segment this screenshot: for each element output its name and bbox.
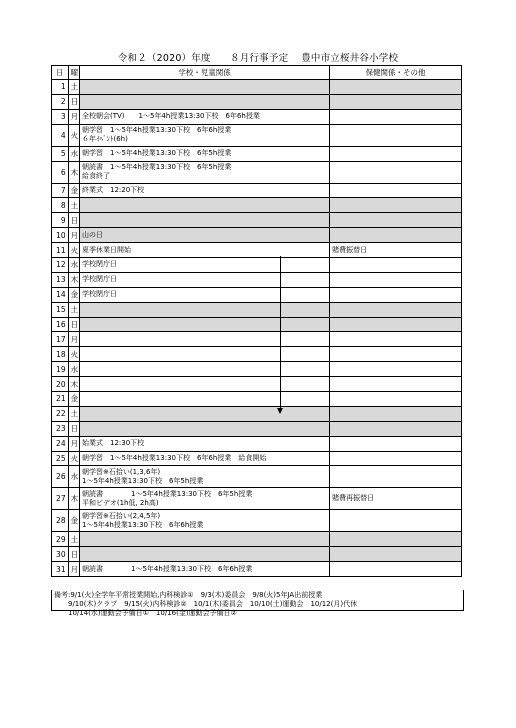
table-row bbox=[52, 109, 462, 124]
table-row bbox=[52, 547, 462, 562]
day-cell: 14 bbox=[52, 287, 69, 302]
day-cell: 22 bbox=[52, 406, 69, 421]
weekday-cell: 月 bbox=[68, 332, 79, 347]
other-cell bbox=[330, 228, 462, 243]
weekday-cell: 火 bbox=[68, 124, 79, 146]
school-cell: 全校朝会(TV) 1～5年4h授業13:30下校 6年6h授業 bbox=[80, 109, 330, 124]
table-row bbox=[52, 377, 462, 392]
day-cell: 2 bbox=[52, 94, 69, 109]
page-title: 令和２（2020）年度 ８月行事予定 豊中市立桜井谷小学校 bbox=[117, 53, 399, 64]
weekday-cell: 日 bbox=[68, 94, 79, 109]
other-cell bbox=[330, 183, 462, 198]
other-cell bbox=[330, 198, 462, 213]
table-row bbox=[52, 332, 462, 347]
weekday-cell: 土 bbox=[68, 302, 79, 317]
school-cell bbox=[80, 198, 330, 213]
table-row bbox=[52, 488, 462, 510]
other-cell bbox=[330, 421, 462, 436]
header-day: 日 bbox=[52, 66, 69, 80]
schedule-table bbox=[51, 65, 462, 577]
day-cell: 30 bbox=[52, 547, 69, 562]
day-cell: 18 bbox=[52, 347, 69, 362]
table-row bbox=[52, 451, 462, 466]
school-cell bbox=[80, 213, 330, 228]
other-cell bbox=[330, 287, 462, 302]
table-row bbox=[52, 80, 462, 95]
schedule-body bbox=[52, 80, 462, 577]
school-cell bbox=[80, 392, 330, 407]
table-row bbox=[52, 161, 462, 183]
table-row bbox=[52, 183, 462, 198]
day-cell: 17 bbox=[52, 332, 69, 347]
school-cell bbox=[80, 532, 330, 547]
other-cell bbox=[330, 109, 462, 124]
school-cell bbox=[80, 317, 330, 332]
school-cell: 学校閉庁日 bbox=[80, 287, 330, 302]
other-cell bbox=[330, 213, 462, 228]
table-row bbox=[52, 466, 462, 488]
other-cell bbox=[330, 547, 462, 562]
other-cell: 賭費振替日 bbox=[330, 243, 462, 258]
day-cell: 15 bbox=[52, 302, 69, 317]
day-cell: 28 bbox=[52, 510, 69, 532]
other-cell bbox=[330, 302, 462, 317]
weekday-cell: 日 bbox=[68, 213, 79, 228]
other-cell bbox=[330, 562, 462, 577]
other-cell bbox=[330, 347, 462, 362]
day-cell: 3 bbox=[52, 109, 69, 124]
day-cell: 4 bbox=[52, 124, 69, 146]
school-cell: 朝学習※石拾い(1,3,6年) 1～5年4h授業13:30下校 6年5h授業 bbox=[80, 466, 330, 488]
table-row bbox=[52, 228, 462, 243]
day-cell: 26 bbox=[52, 466, 69, 488]
day-cell: 6 bbox=[52, 161, 69, 183]
school-cell: 山の日 bbox=[80, 228, 330, 243]
weekday-cell: 月 bbox=[68, 436, 79, 451]
header-weekday: 曜 bbox=[68, 66, 79, 80]
other-cell bbox=[330, 436, 462, 451]
weekday-cell: 水 bbox=[68, 362, 79, 377]
other-cell bbox=[330, 317, 462, 332]
day-cell: 27 bbox=[52, 488, 69, 510]
table-row bbox=[52, 213, 462, 228]
table-row bbox=[52, 302, 462, 317]
weekday-cell: 土 bbox=[68, 198, 79, 213]
other-cell bbox=[330, 451, 462, 466]
period-arrow-line bbox=[280, 256, 281, 412]
table-row bbox=[52, 243, 462, 258]
weekday-cell: 日 bbox=[68, 421, 79, 436]
table-row bbox=[52, 347, 462, 362]
other-cell bbox=[330, 332, 462, 347]
weekday-cell: 木 bbox=[68, 161, 79, 183]
table-row bbox=[52, 406, 462, 421]
school-cell: 朝読書 1～5年4h授業13:30下校 6年5h授業 給食終了 bbox=[80, 161, 330, 183]
day-cell: 1 bbox=[52, 80, 69, 95]
day-cell: 23 bbox=[52, 421, 69, 436]
day-cell: 31 bbox=[52, 562, 69, 577]
weekday-cell: 土 bbox=[68, 406, 79, 421]
other-cell bbox=[330, 362, 462, 377]
other-cell bbox=[330, 272, 462, 287]
school-cell: 朝学習 1～5年4h授業13:30下校 6年6h授業 給食開始 bbox=[80, 451, 330, 466]
table-row bbox=[52, 198, 462, 213]
other-cell bbox=[330, 406, 462, 421]
school-cell: 学校閉庁日 bbox=[80, 258, 330, 273]
notes-line: 9/10(木)クラブ 9/15(火)内科検診② 10/1(木)委員会 10/10(土)運動会 10/12(月)代休 bbox=[54, 600, 358, 608]
weekday-cell: 水 bbox=[68, 466, 79, 488]
day-cell: 16 bbox=[52, 317, 69, 332]
header-other: 保健関係・その他 bbox=[330, 66, 462, 80]
other-cell bbox=[330, 80, 462, 95]
day-cell: 25 bbox=[52, 451, 69, 466]
school-cell: 朝読書 1～5年4h授業13:30下校 6年6h授業 bbox=[80, 562, 330, 577]
weekday-cell: 金 bbox=[68, 510, 79, 532]
day-cell: 24 bbox=[52, 436, 69, 451]
day-cell: 9 bbox=[52, 213, 69, 228]
table-row bbox=[52, 362, 462, 377]
weekday-cell: 土 bbox=[68, 80, 79, 95]
weekday-cell: 木 bbox=[68, 488, 79, 510]
day-cell: 7 bbox=[52, 183, 69, 198]
weekday-cell: 金 bbox=[68, 287, 79, 302]
weekday-cell: 月 bbox=[68, 228, 79, 243]
other-cell bbox=[330, 258, 462, 273]
other-cell bbox=[330, 94, 462, 109]
weekday-cell: 月 bbox=[68, 562, 79, 577]
school-cell bbox=[80, 80, 330, 95]
table-row bbox=[52, 317, 462, 332]
school-cell bbox=[80, 362, 330, 377]
school-cell bbox=[80, 406, 330, 421]
table-row bbox=[52, 146, 462, 161]
weekday-cell: 水 bbox=[68, 258, 79, 273]
school-cell: 朝読書 1～5年4h授業13:30下校 6年5h授業 平和ビデオ(1h低, 2h高) bbox=[80, 488, 330, 510]
table-row bbox=[52, 258, 462, 273]
school-cell: 学校閉庁日 bbox=[80, 272, 330, 287]
school-cell bbox=[80, 421, 330, 436]
day-cell: 8 bbox=[52, 198, 69, 213]
day-cell: 19 bbox=[52, 362, 69, 377]
other-cell bbox=[330, 146, 462, 161]
table-row bbox=[52, 392, 462, 407]
weekday-cell: 水 bbox=[68, 146, 79, 161]
table-row bbox=[52, 124, 462, 146]
weekday-cell: 火 bbox=[68, 347, 79, 362]
school-cell: 始業式 12:30下校 bbox=[80, 436, 330, 451]
table-row bbox=[52, 436, 462, 451]
weekday-cell: 木 bbox=[68, 377, 79, 392]
other-cell bbox=[330, 124, 462, 146]
school-cell bbox=[80, 347, 330, 362]
table-row bbox=[52, 421, 462, 436]
day-cell: 12 bbox=[52, 258, 69, 273]
day-cell: 21 bbox=[52, 392, 69, 407]
school-cell bbox=[80, 547, 330, 562]
weekday-cell: 土 bbox=[68, 532, 79, 547]
table-row bbox=[52, 287, 462, 302]
weekday-cell: 火 bbox=[68, 243, 79, 258]
day-cell: 10 bbox=[52, 228, 69, 243]
other-cell bbox=[330, 392, 462, 407]
other-cell bbox=[330, 510, 462, 532]
school-cell bbox=[80, 302, 330, 317]
school-cell bbox=[80, 377, 330, 392]
school-cell bbox=[80, 332, 330, 347]
table-row bbox=[52, 532, 462, 547]
table-row bbox=[52, 272, 462, 287]
other-cell bbox=[330, 532, 462, 547]
notes-line: 備考:9/1(火)全学年平常授業開始,内科検診① 9/3(木)委員会 9/8(火)5年JA出前授業 bbox=[54, 591, 323, 599]
school-cell: 終業式 12:20下校 bbox=[80, 183, 330, 198]
other-cell bbox=[330, 161, 462, 183]
weekday-cell: 火 bbox=[68, 451, 79, 466]
other-cell bbox=[330, 377, 462, 392]
school-cell: 朝学習 1～5年4h授業13:30下校 6年5h授業 bbox=[80, 146, 330, 161]
school-cell: 朝学習※石拾い(2,4,5年) 1～5年4h授業13:30下校 6年6h授業 bbox=[80, 510, 330, 532]
weekday-cell: 木 bbox=[68, 272, 79, 287]
day-cell: 5 bbox=[52, 146, 69, 161]
school-cell: 夏季休業日開始 bbox=[80, 243, 330, 258]
weekday-cell: 金 bbox=[68, 183, 79, 198]
other-cell bbox=[330, 466, 462, 488]
day-cell: 11 bbox=[52, 243, 69, 258]
day-cell: 29 bbox=[52, 532, 69, 547]
day-cell: 13 bbox=[52, 272, 69, 287]
header-row bbox=[52, 66, 462, 80]
school-cell: 朝学習 1～5年4h授業13:30下校 6年6h授業 ６年ｲﾍﾞﾝﾄ(6h) bbox=[80, 124, 330, 146]
table-row bbox=[52, 94, 462, 109]
weekday-cell: 日 bbox=[68, 547, 79, 562]
weekday-cell: 金 bbox=[68, 392, 79, 407]
header-school: 学校・児童関係 bbox=[80, 66, 330, 80]
table-row bbox=[52, 510, 462, 532]
other-cell: 賭費再振替日 bbox=[330, 488, 462, 510]
weekday-cell: 日 bbox=[68, 317, 79, 332]
day-cell: 20 bbox=[52, 377, 69, 392]
weekday-cell: 月 bbox=[68, 109, 79, 124]
notes-line: 10/14(水)運動会予備日① 10/16(金)運動会予備日② bbox=[54, 609, 237, 617]
arrow-down-icon bbox=[277, 408, 283, 414]
notes-box bbox=[51, 590, 464, 617]
table-row bbox=[52, 562, 462, 577]
school-cell bbox=[80, 94, 330, 109]
